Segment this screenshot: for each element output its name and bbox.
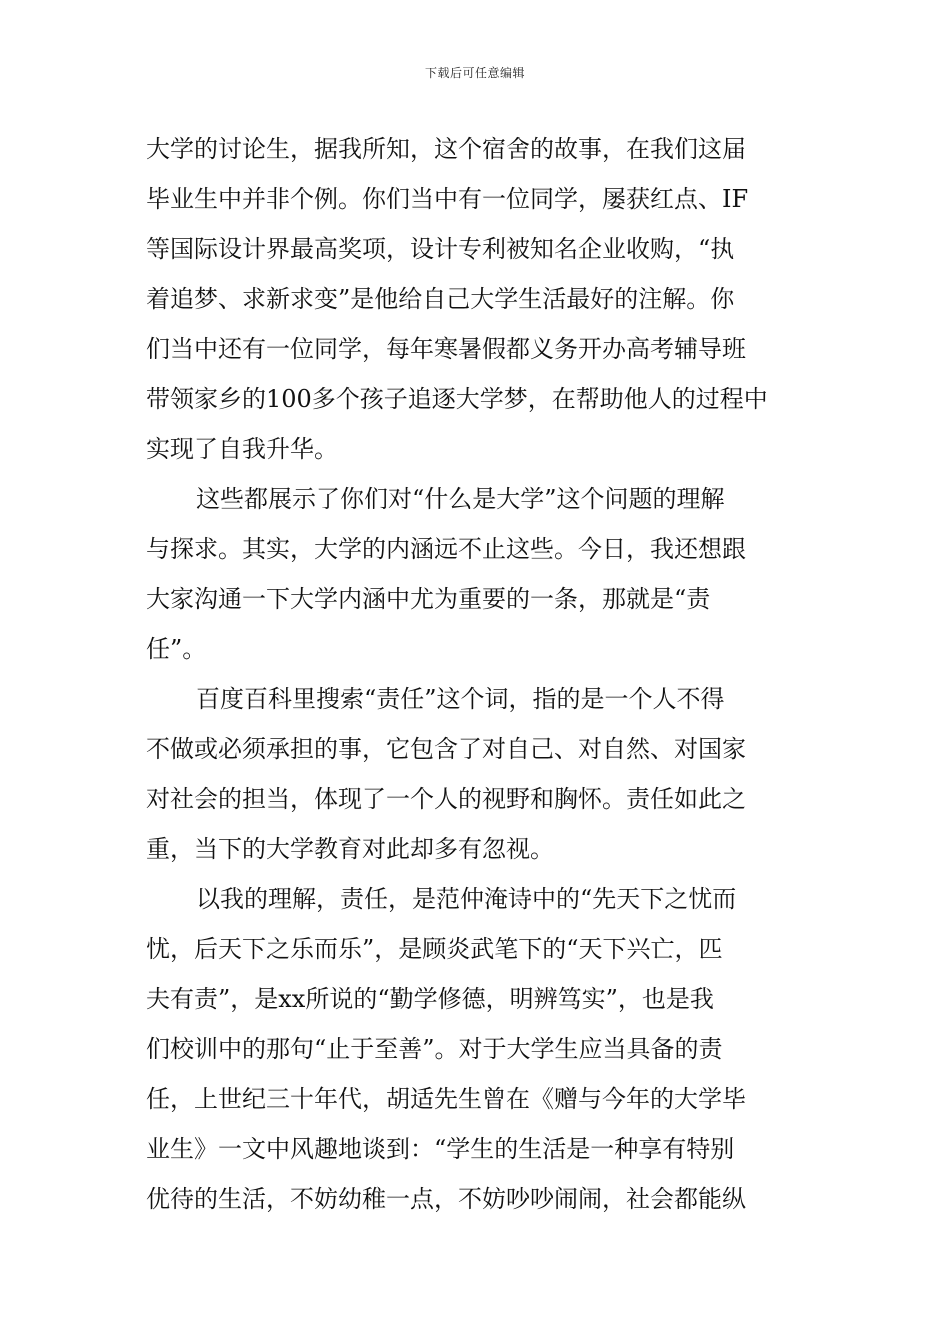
text-line: 任”。 (146, 635, 207, 663)
text-line: 大家沟通一下大学内涵中尤为重要的一条，那就是“责 (146, 585, 711, 613)
text-line: 忧，后天下之乐而乐”，是顾炎武笔下的“天下兴亡，匹 (146, 935, 723, 963)
text-line: 业生》一文中风趣地谈到：“学生的生活是一种享有特别 (146, 1135, 735, 1163)
document-body (146, 124, 806, 1224)
text-line: 带领家乡的100多个孩子追逐大学梦，在帮助他人的过程中 (146, 385, 768, 413)
text-line: 大学的讨论生，据我所知，这个宿舍的故事，在我们这届 (146, 135, 746, 163)
text-line: 对社会的担当，体现了一个人的视野和胸怀。责任如此之 (146, 785, 746, 813)
text-line: 毕业生中并非个例。你们当中有一位同学，屡获红点、IF (146, 185, 749, 213)
text-line: 优待的生活，不妨幼稚一点，不妨吵吵闹闹，社会都能纵 (146, 1185, 746, 1213)
paragraph (146, 874, 806, 1224)
text-line: 不做或必须承担的事，它包含了对自己、对自然、对国家 (146, 735, 746, 763)
text-line: 重，当下的大学教育对此却多有忽视。 (146, 835, 554, 863)
text-line: 这些都展示了你们对“什么是大学”这个问题的理解 (196, 485, 725, 513)
text-line: 以我的理解，责任，是范仲淹诗中的“先天下之忧而 (196, 885, 737, 913)
paragraph (146, 474, 806, 674)
paragraph (146, 124, 806, 474)
text-line: 们当中还有一位同学，每年寒暑假都义务开办高考辅导班 (146, 335, 746, 363)
paragraph (146, 674, 806, 874)
text-line: 任，上世纪三十年代，胡适先生曾在《赠与今年的大学毕 (146, 1085, 746, 1113)
page-header: 下载后可任意编辑 (424, 66, 525, 80)
text-line: 百度百科里搜索“责任”这个词，指的是一个人不得 (196, 685, 725, 713)
text-line: 夫有责”，是xx所说的“勤学修德，明辨笃实”，也是我 (146, 985, 714, 1013)
text-line: 们校训中的那句“止于至善”。对于大学生应当具备的责 (146, 1035, 723, 1063)
text-line: 着追梦、求新求变”是他给自己大学生活最好的注解。你 (146, 285, 735, 313)
text-line: 等国际设计界最高奖项，设计专利被知名企业收购，“执 (146, 235, 735, 263)
text-line: 实现了自我升华。 (146, 435, 338, 463)
text-line: 与探求。其实，大学的内涵远不止这些。今日，我还想跟 (146, 535, 746, 563)
